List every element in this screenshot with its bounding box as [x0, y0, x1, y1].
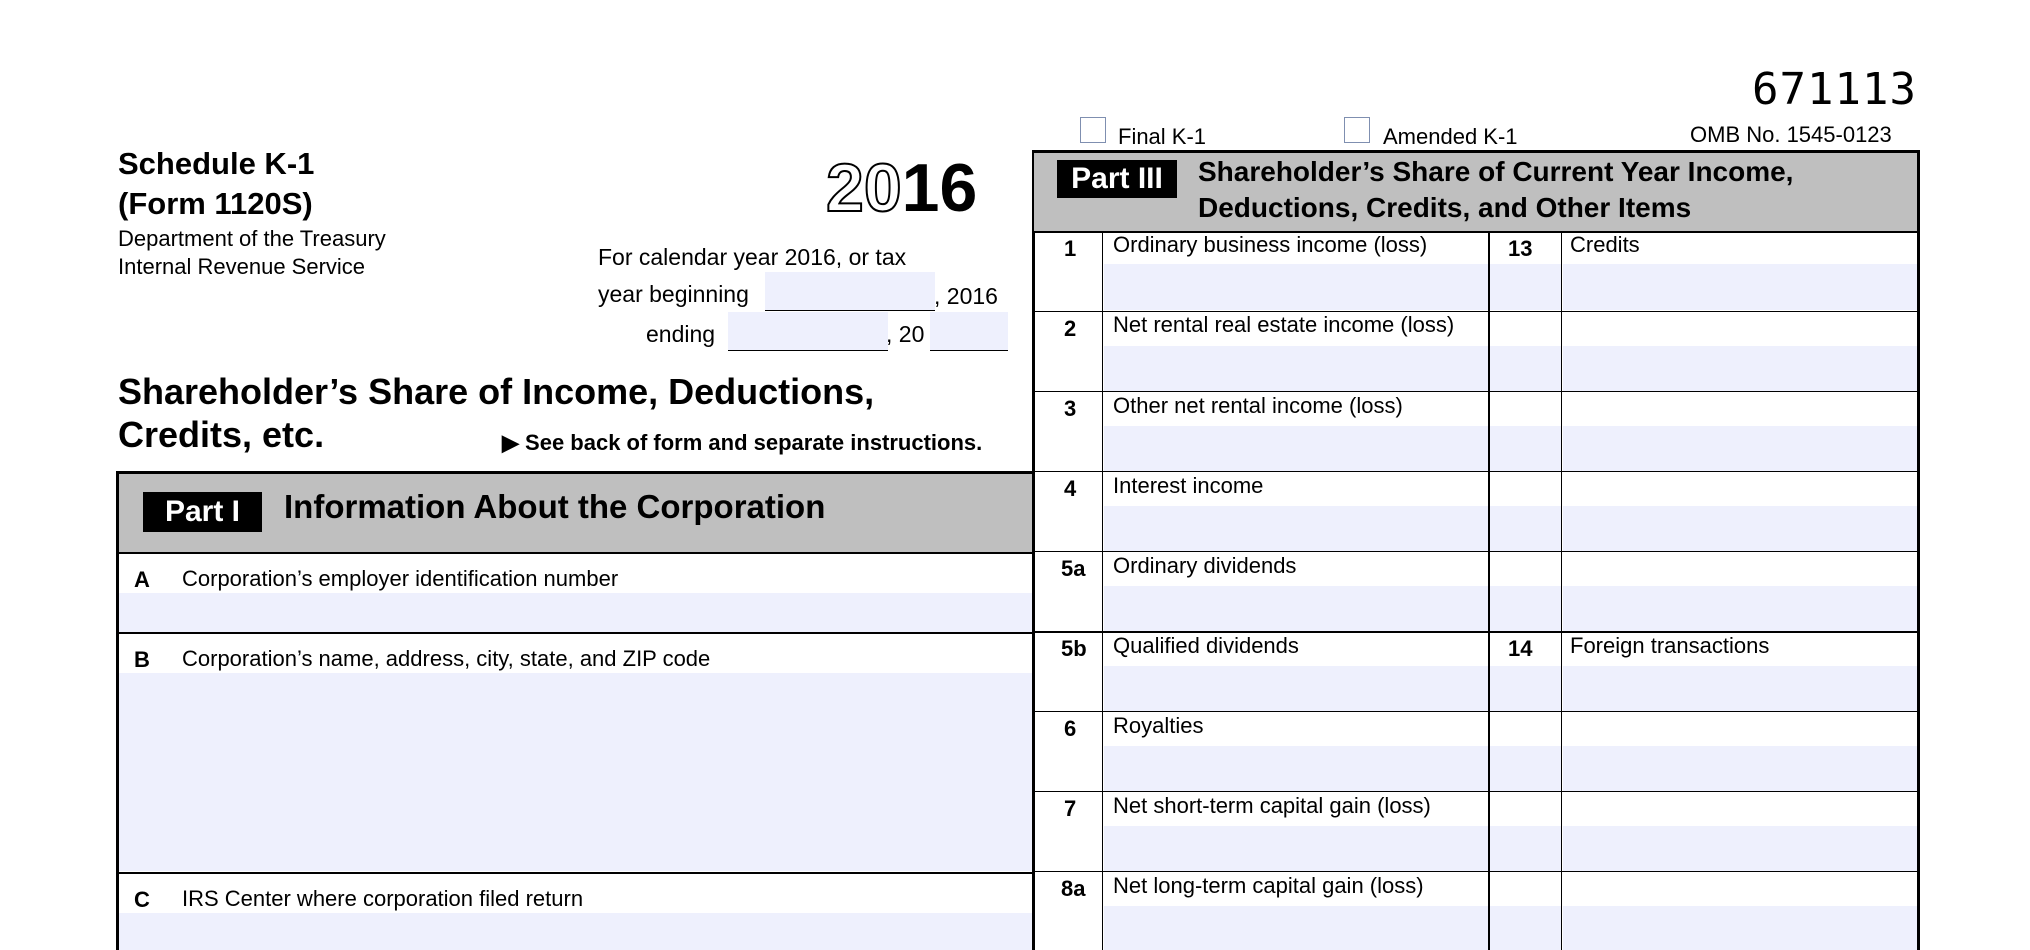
amended-k1-checkbox[interactable]	[1344, 117, 1370, 143]
line-14-amount-field-d[interactable]	[1563, 906, 1917, 950]
line-13-amount-field-a[interactable]	[1563, 264, 1917, 310]
line-13-amount-field-b[interactable]	[1563, 346, 1917, 391]
line-8a-number: 8a	[1061, 876, 1086, 901]
part1-row-c-letter: C	[134, 887, 150, 912]
line-13-number: 13	[1508, 236, 1533, 261]
line-13-code-field-c[interactable]	[1490, 426, 1561, 471]
line-8a-field[interactable]	[1104, 906, 1488, 950]
line-14-amount-field-c[interactable]	[1563, 826, 1917, 871]
line-4-label: Interest income	[1113, 473, 1264, 498]
part3-top-border	[1032, 150, 1920, 153]
line-14-code-field-b[interactable]	[1490, 746, 1561, 791]
year-solid: 16	[901, 150, 978, 226]
form-code: 671113	[1752, 64, 1917, 115]
line-6-label: Royalties	[1113, 713, 1204, 738]
part1-badge: Part I	[143, 492, 262, 532]
line-14-code-field-d[interactable]	[1490, 906, 1561, 950]
line-7-label: Net short-term capital gain (loss)	[1113, 793, 1431, 818]
department-line1: Department of the Treasury	[118, 226, 386, 251]
row-divider	[1034, 711, 1918, 712]
line-5b-label: Qualified dividends	[1113, 633, 1299, 658]
ein-field[interactable]	[119, 593, 1033, 632]
year-outline: 20	[826, 150, 902, 226]
final-k1-checkbox[interactable]	[1080, 117, 1106, 143]
line-5a-field[interactable]	[1104, 586, 1488, 631]
line-3-number: 3	[1064, 396, 1077, 421]
line-5b-number: 5b	[1061, 636, 1087, 661]
part3-badge: Part III	[1057, 160, 1177, 198]
part3-right-num-divider	[1561, 231, 1562, 950]
part3-title-line2: Deductions, Credits, and Other Items	[1198, 192, 1692, 223]
part1-row-a-letter: A	[134, 567, 150, 592]
line-5b-field[interactable]	[1104, 666, 1488, 711]
department-line2: Internal Revenue Service	[118, 254, 366, 279]
line-2-number: 2	[1064, 316, 1077, 341]
row-divider	[1034, 391, 1918, 392]
row-divider	[1034, 791, 1918, 792]
irs-center-field[interactable]	[119, 913, 1033, 950]
line-13-label: Credits	[1570, 232, 1640, 257]
department	[118, 225, 386, 281]
main-title-line2: Credits, etc.	[118, 414, 325, 455]
year-beginning-suffix: , 2016	[934, 283, 998, 309]
part1-row-b-letter: B	[134, 647, 150, 672]
calendar-year-text: For calendar year 2016, or tax	[598, 244, 907, 270]
line-5a-number: 5a	[1061, 556, 1086, 581]
schedule-line2: (Form 1120S)	[118, 186, 313, 221]
line-14-amount-field-b[interactable]	[1563, 746, 1917, 791]
line-13-amount-field-d[interactable]	[1563, 506, 1917, 551]
ending-date-underline	[728, 350, 888, 351]
part1-row-c-label: IRS Center where corporation filed return	[182, 886, 584, 911]
tax-year	[826, 148, 977, 247]
line-13-code-field-a[interactable]	[1490, 264, 1561, 310]
ending-label: ending	[646, 321, 716, 347]
line-3-label: Other net rental income (loss)	[1113, 393, 1403, 418]
year-beginning-label: year beginning	[598, 281, 749, 307]
line-5a-label: Ordinary dividends	[1113, 553, 1297, 578]
line-13-code-field-b[interactable]	[1490, 346, 1561, 391]
part1-left-border	[116, 471, 119, 950]
part1-row-b-bottom	[117, 872, 1035, 874]
line-1-label: Ordinary business income (loss)	[1113, 232, 1428, 257]
line-13-amount-field-e[interactable]	[1563, 586, 1917, 631]
part1-row-a-label: Corporation’s employer identification number	[182, 566, 619, 591]
schedule-title	[118, 144, 314, 224]
part1-header-bottom	[117, 552, 1035, 554]
line-3-field[interactable]	[1104, 426, 1488, 471]
line-2-field[interactable]	[1104, 346, 1488, 391]
ending-suffix: , 20	[886, 321, 925, 347]
part1-row-a-bottom	[117, 632, 1035, 634]
part1-row-b-label: Corporation’s name, address, city, state, and ZIP code	[182, 646, 711, 671]
ending-date-field[interactable]	[728, 312, 888, 350]
main-title-line1: Shareholder’s Share of Income, Deductions,	[118, 371, 875, 412]
part1-top-border	[117, 471, 1035, 474]
line-13-code-field-e[interactable]	[1490, 586, 1561, 631]
ending-year-underline	[930, 350, 1008, 351]
line-4-number: 4	[1064, 476, 1077, 501]
corporation-name-address-field[interactable]	[119, 673, 1033, 871]
line-14-number: 14	[1508, 636, 1533, 661]
omb-number: OMB No. 1545-0123	[1690, 122, 1892, 147]
row-divider	[1034, 471, 1918, 472]
line-14-code-field-a[interactable]	[1490, 666, 1561, 711]
part3-right-border	[1917, 150, 1920, 950]
final-k1-label: Final K-1	[1118, 124, 1207, 149]
line-14-amount-field-a[interactable]	[1563, 666, 1917, 711]
line-6-number: 6	[1064, 716, 1077, 741]
line-4-field[interactable]	[1104, 506, 1488, 551]
line-1-field[interactable]	[1104, 264, 1488, 310]
ending-year-field[interactable]	[930, 312, 1008, 350]
schedule-line1: Schedule K-1	[118, 146, 315, 181]
amended-k1-label: Amended K-1	[1383, 124, 1518, 149]
year-beginning-field[interactable]	[765, 272, 935, 310]
row-divider	[1034, 871, 1918, 872]
part1-title: Information About the Corporation	[284, 488, 826, 525]
part3-title	[1198, 154, 1793, 226]
line-13-amount-field-c[interactable]	[1563, 426, 1917, 471]
line-8a-label: Net long-term capital gain (loss)	[1113, 873, 1424, 898]
line-14-label: Foreign transactions	[1570, 633, 1770, 658]
year-beginning-underline	[765, 310, 935, 311]
center-divider	[1032, 150, 1035, 950]
row-divider	[1034, 551, 1918, 552]
line-2-label: Net rental real estate income (loss)	[1113, 312, 1455, 337]
line-7-field[interactable]	[1104, 826, 1488, 871]
line-14-code-field-c[interactable]	[1490, 826, 1561, 871]
line-7-number: 7	[1064, 796, 1077, 821]
line-1-number: 1	[1064, 236, 1077, 261]
part3-title-line1: Shareholder’s Share of Current Year Income,	[1198, 156, 1794, 187]
line-6-field[interactable]	[1104, 746, 1488, 791]
see-back-note: ▶ See back of form and separate instructions.	[502, 430, 983, 455]
part3-num-divider	[1102, 231, 1103, 950]
line-13-code-field-d[interactable]	[1490, 506, 1561, 551]
